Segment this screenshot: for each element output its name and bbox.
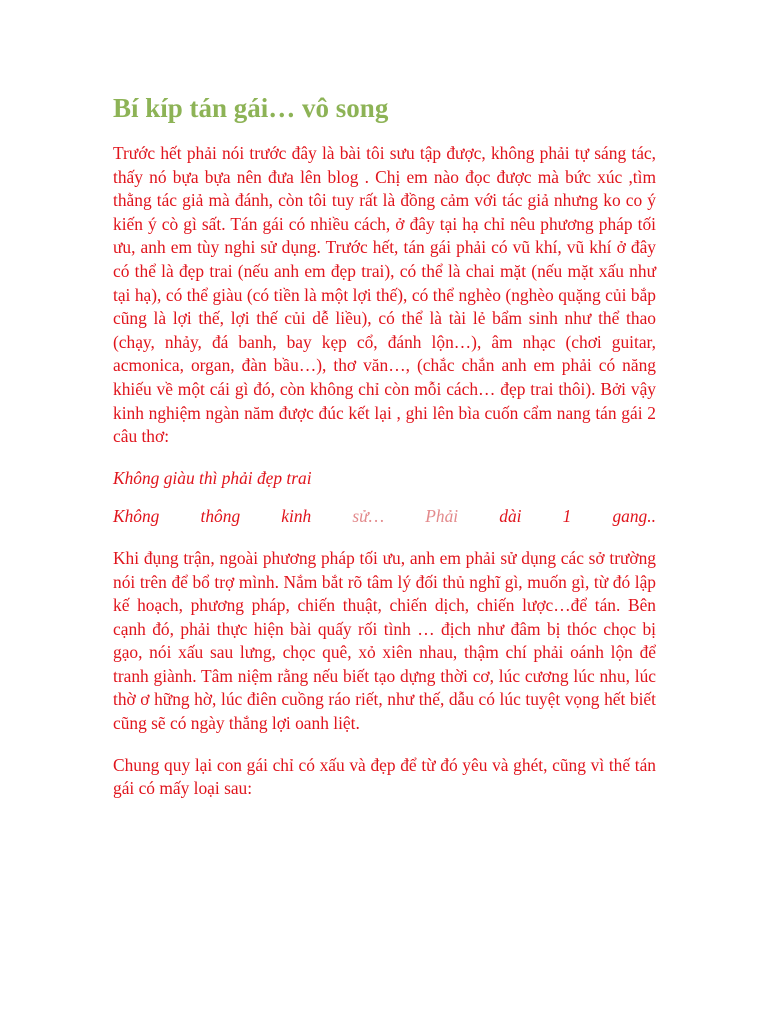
paragraph-intro: Trước hết phải nói trước đây là bài tôi sưu tập được, không phải tự sáng tác, thấy nó bựa bựa nên đưa lên blog . Chị em nào đọc được mà bức xúc ,tìm thằng tác giả mà đánh, còn tôi tuy rất là đồng cảm với tác giả nhưng ko co ý kiến ý cò gì sất. Tán gái có nhiều cách, ở đây tại hạ chỉ nêu phương pháp tối ưu, anh em tùy nghi sử dụng. Trước hết, tán gái phải có vũ khí, vũ khí ở đây có thể là đẹp trai (nếu anh em đẹp trai), có thể là chai mặt (nếu mặt xấu như tại hạ), có thể giàu (có tiền là một lợi thế), có thể nghèo (nghèo quặng củi bắp cũng là lợi thế, lợi thế củi dễ liều), có thể là tài lẻ bẩm sinh như thể thao (chạy, nhảy, đá banh, bay kẹp cổ, đánh lộn…), âm nhạc (chơi guitar, acmonica, organ, đàn bầu…), thơ văn…, (chắc chắn anh em phải có năng khiếu về một cái gì đó, còn không chỉ còn mỗi cách… đẹp trai thôi). Bởi vậy kinh nghiệm ngàn năm được đúc kết lại , ghi lên bìa cuốn cẩm nang tán gái 2 câu thơ:: [113, 143, 656, 447]
document-body: [113, 88, 656, 819]
verse-word: thông: [200, 506, 241, 527]
verse-word: Phải: [425, 506, 459, 527]
verse-word: kinh: [281, 506, 312, 527]
paragraph-conclusion: Chung quy lại con gái chỉ có xấu và đẹp để từ đó yêu và ghét, cũng vì thế tán gái có mấy loại sau:: [113, 754, 656, 799]
verse-line-2: [113, 505, 656, 529]
verse-line-1: Không giàu thì phải đẹp trai: [113, 467, 312, 488]
verse-word: 1: [562, 506, 572, 527]
verse-word: Không: [113, 506, 160, 527]
verse-word: gang..: [612, 506, 656, 527]
verse-word: sử…: [352, 506, 385, 527]
verse-word: dài: [499, 506, 522, 527]
paragraph-strategy: Khi đụng trận, ngoài phương pháp tối ưu, anh em phải sử dụng các sở trường nói trên để bổ trợ mình. Nắm bắt rõ tâm lý đối thủ nghĩ gì, muốn gì, từ đó lập kế hoạch, phương pháp, chiến thuật, chiến dịch, chiến lược…để tán. Bên cạnh đó, phải thực hiện bài quấy rối tình … địch như đâm bị thóc chọc bị gạo, nói xấu sau lưng, chọc quê, xỏ xiên nhau, thậm chí phải oánh lộn để tranh giành. Tâm niệm rằng nếu biết tạo dựng thời cơ, lúc cương lúc nhu, lúc thờ ơ hững hờ, lúc điên cuồng ráo riết, như thế, dẫu có lúc tuyệt vọng hết biết cũng sẽ có ngày thắng lợi oanh liệt.: [113, 547, 656, 734]
document-title: Bí kíp tán gái… vô song: [113, 93, 389, 123]
